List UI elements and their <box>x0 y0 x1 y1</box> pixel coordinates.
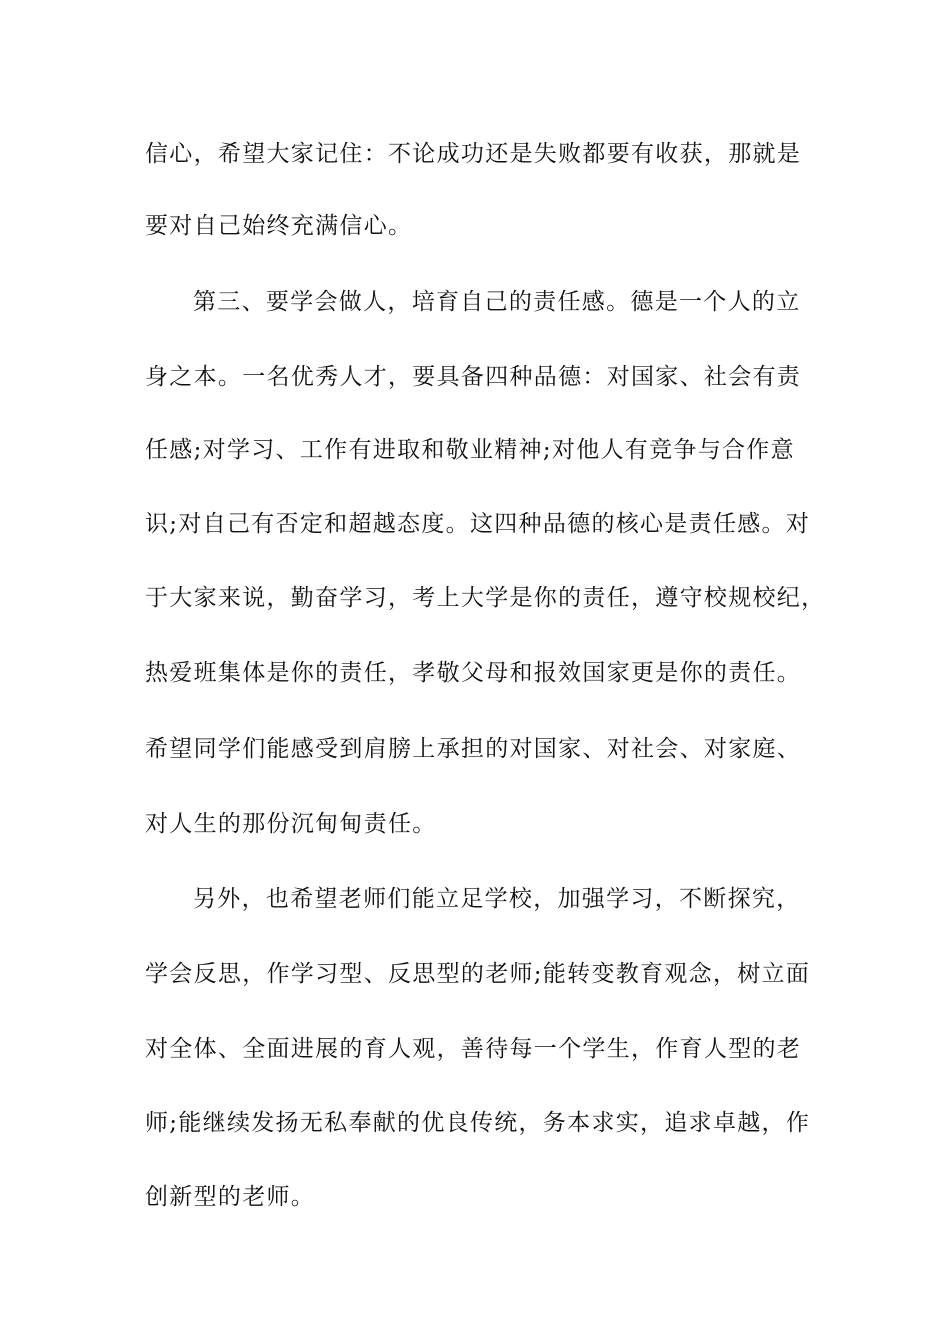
paragraph-start-line: 第三、要学会做人，培育自己的责任感。德是一个人的立 <box>193 289 801 315</box>
text-line: 学会反思，作学习型、反思型的老师;能转变教育观念，树立面 <box>145 961 811 987</box>
text-line: 师;能继续发扬无私奉献的优良传统，务本求实，追求卓越，作 <box>145 1110 811 1136</box>
text-line: 热爱班集体是你的责任，孝敬父母和报效国家更是你的责任。 <box>145 660 802 686</box>
text-line: 对全体、全面进展的育人观，善待每一个学生，作育人型的老 <box>145 1036 802 1062</box>
text-line: 对人生的那份沉甸甸责任。 <box>145 811 437 837</box>
paragraph-start-line: 另外，也希望老师们能立足学校，加强学习，不断探究， <box>193 886 801 912</box>
text-line: 任感;对学习、工作有进取和敬业精神;对他人有竞争与合作意 <box>145 437 795 463</box>
text-line: 创新型的老师。 <box>145 1184 316 1210</box>
text-line: 身之本。一名优秀人才，要具备四种品德：对国家、社会有责 <box>145 364 802 390</box>
text-line: 识;对自己有否定和超越态度。这四种品德的核心是责任感。对 <box>145 511 811 537</box>
text-line: 信心，希望大家记住：不论成功还是失败都要有收获，那就是 <box>145 141 802 167</box>
text-line: 要对自己始终充满信心。 <box>145 213 413 239</box>
text-line: 于大家来说，勤奋学习，考上大学是你的责任，遵守校规校纪， <box>145 585 826 611</box>
text-line: 希望同学们能感受到肩膀上承担的对国家、对社会、对家庭、 <box>145 736 802 762</box>
